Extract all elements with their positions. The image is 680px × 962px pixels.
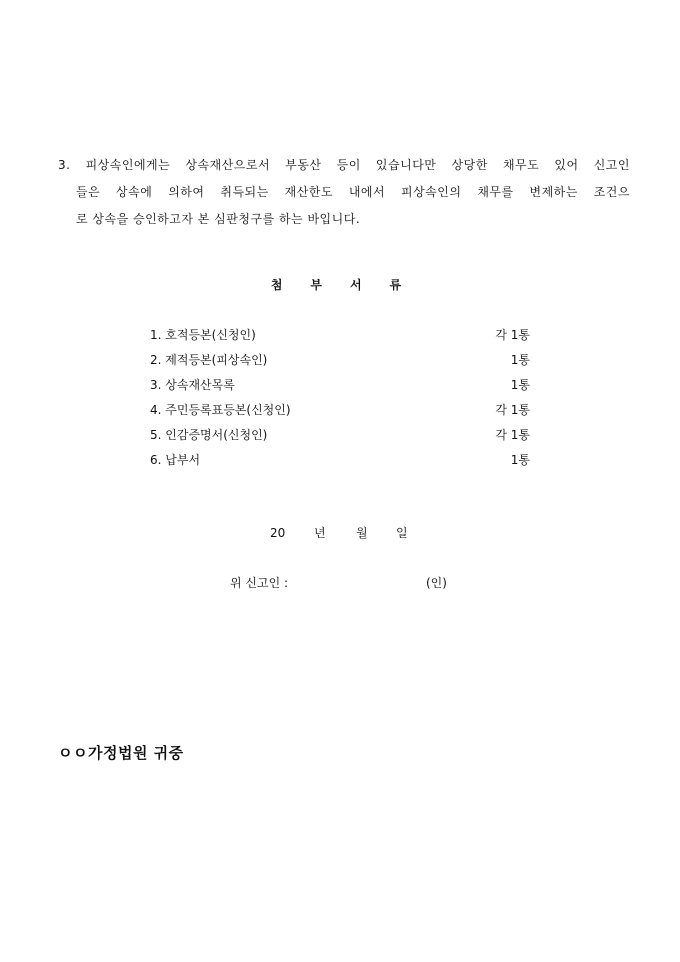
attachment-name: 6. 납부서 [150,453,201,467]
date-line [270,524,408,541]
signer-line [230,574,447,591]
attachment-name: 3. 상속재산목록 [150,378,235,392]
body-paragraph [58,152,630,233]
attachment-quantity: 각 1통 [495,428,530,442]
date-day-unit: 일 [396,526,408,540]
attachment-quantity: 1통 [510,378,530,392]
attachment-quantity: 각 1통 [495,403,530,417]
attachment-quantity: 각 1통 [495,328,530,342]
attachment-item [150,425,530,450]
court-addressee: ㅇㅇ가정법원 귀중 [58,744,184,762]
attachment-quantity: 1통 [510,453,530,467]
attachment-item [150,450,530,475]
seal-mark: (인) [426,576,447,590]
attachment-name: 5. 인감증명서(신청인) [150,428,268,442]
attachment-name: 2. 제적등본(피상속인) [150,353,268,367]
date-year-unit: 년 [314,526,326,540]
attachment-item [150,400,530,425]
date-month-unit: 월 [356,526,368,540]
date-year: 20 [270,526,286,540]
attachment-name: 4. 주민등록표등본(신청인) [150,403,291,417]
attachment-quantity: 1통 [510,353,530,367]
attachment-item [150,325,530,350]
signer-label: 위 신고인 : [230,576,289,590]
paragraph-line-1: 3. 피상속인에게는 상속재산으로서 부동산 등이 있습니다만 상당한 채무도 있어 신고인 [58,158,630,172]
attachments-list [150,325,530,475]
attachments-title: 첨부서류 [270,278,430,292]
paragraph-line-2: 들은 상속에 의하여 취득되는 재산한도 내에서 피상속인의 채무를 변제하는 조건으 [76,185,630,199]
paragraph-line-3: 로 상속을 승인하고자 본 심판청구를 하는 바입니다. [76,212,361,226]
attachment-item [150,375,530,400]
attachment-name: 1. 호적등본(신청인) [150,328,256,342]
attachment-item [150,350,530,375]
